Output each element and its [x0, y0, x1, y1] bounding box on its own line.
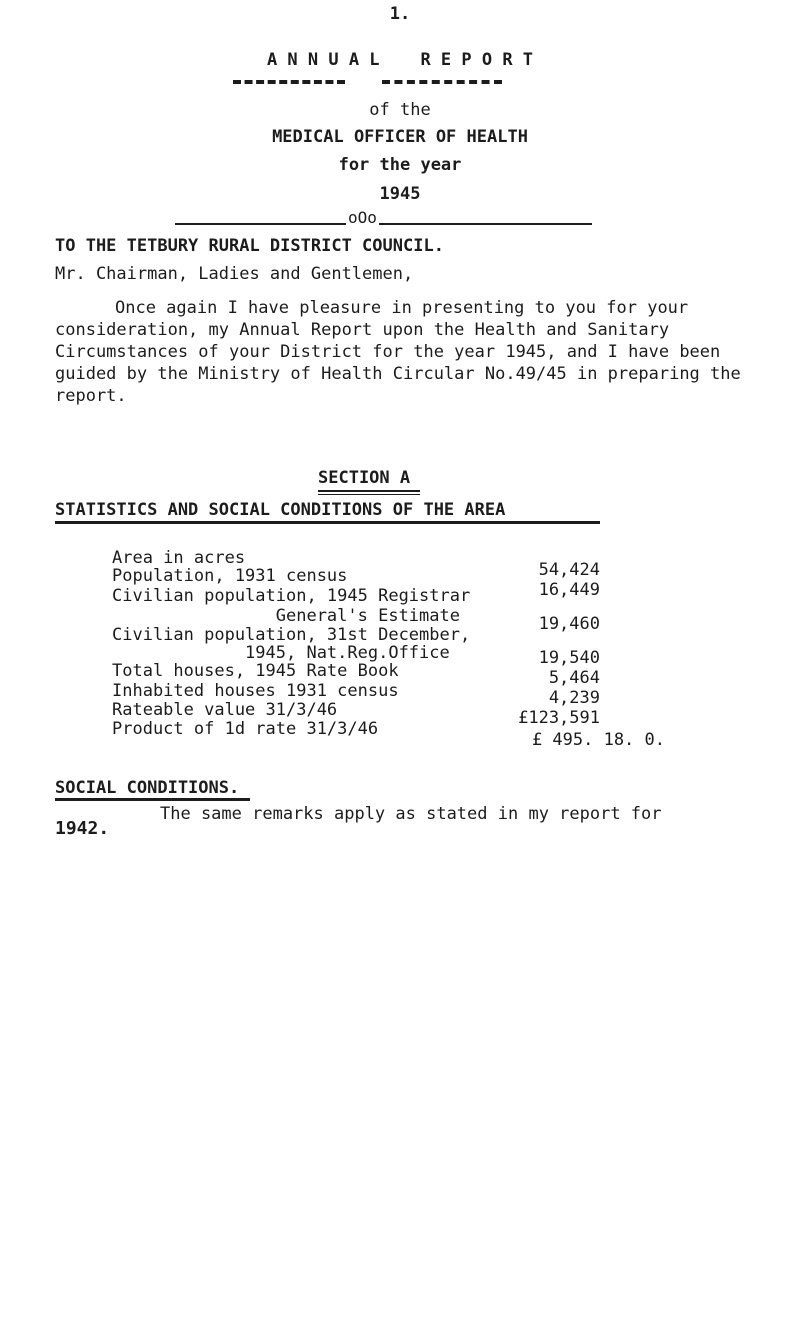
social-conditions-heading: SOCIAL CONDITIONS.	[55, 778, 240, 798]
subheading-underline	[55, 521, 600, 524]
section-a-subheading: STATISTICS AND SOCIAL CONDITIONS OF THE AREA	[55, 500, 506, 520]
section-a-underline-2	[318, 494, 420, 495]
page-number: 1.	[389, 4, 411, 24]
row-value-total-houses: 5,464	[548, 668, 600, 688]
report-year: 1945	[379, 184, 421, 204]
title-of-the: of the	[369, 100, 431, 120]
address-to: TO THE TETBURY RURAL DISTRICT COUNCIL.	[55, 236, 444, 256]
title-dashes-left	[233, 80, 345, 88]
row-label-product-1d-rate: Product of 1d rate 31/3/46	[112, 719, 379, 739]
row-label-civilian-dec-a: Civilian population, 31st December,	[112, 625, 471, 645]
row-value-area: 54,424	[538, 560, 600, 580]
intro-line-5: report.	[55, 386, 127, 406]
section-a-heading: SECTION A	[318, 468, 411, 488]
row-label-inhabited-houses: Inhabited houses 1931 census	[112, 681, 399, 701]
social-conditions-underline	[55, 798, 250, 801]
row-value-civilian-dec-b: 19,540	[538, 648, 600, 668]
social-conditions-text: The same remarks apply as stated in my report for	[160, 804, 662, 824]
row-value-rateable-value: £123,591	[518, 708, 600, 728]
report-title: A N N U A L R E P O R T	[266, 50, 534, 70]
title-for-the-year: for the year	[338, 155, 462, 175]
row-value-inhabited-houses: 4,239	[548, 688, 600, 708]
row-label-civilian-dec-b: 1945, Nat.Reg.Office	[112, 643, 450, 663]
intro-line-3: Circumstances of your District for the year 1945, and I have been	[55, 342, 721, 362]
row-label-civilian-1945-b: General's Estimate	[112, 606, 460, 626]
intro-line-2: consideration, my Annual Report upon the Health and Sanitary	[55, 320, 670, 340]
row-label-civilian-1945-a: Civilian population, 1945 Registrar	[112, 586, 471, 606]
social-conditions-year: 1942.	[55, 818, 110, 839]
row-label-population-1931: Population, 1931 census	[112, 566, 348, 586]
title-dashes-right	[382, 80, 502, 88]
separator-ooo: oOo	[348, 208, 377, 227]
intro-line-4: guided by the Ministry of Health Circular No.49/45 in preparing the	[55, 364, 741, 384]
row-value-population-1931: 16,449	[538, 580, 600, 600]
section-a-underline	[318, 490, 420, 492]
row-value-product-1d-rate: £ 495. 18. 0.	[531, 730, 665, 750]
row-value-civilian-1945-b: 19,460	[538, 614, 600, 634]
row-label-area: Area in acres	[112, 548, 246, 568]
row-label-rateable-value: Rateable value 31/3/46	[112, 700, 338, 720]
separator-rule	[175, 223, 592, 225]
title-officer: MEDICAL OFFICER OF HEALTH	[272, 127, 528, 147]
salutation: Mr. Chairman, Ladies and Gentlemen,	[55, 264, 414, 284]
intro-line-1: Once again I have pleasure in presenting to you for your	[115, 298, 689, 318]
row-label-total-houses: Total houses, 1945 Rate Book	[112, 661, 399, 681]
